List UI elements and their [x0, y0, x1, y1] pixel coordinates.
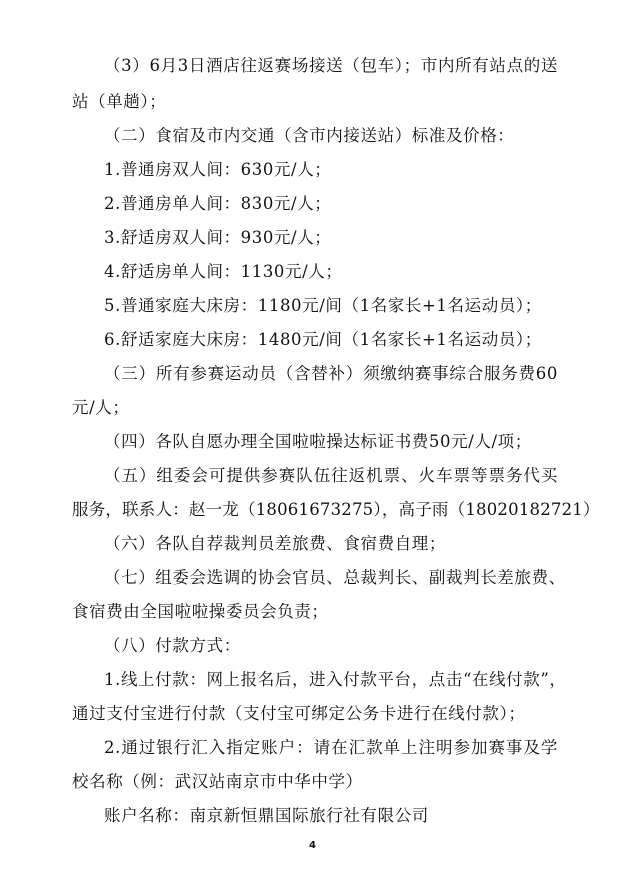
section-heading: （二）食宿及市内交通（含市内接送站）标准及价格：	[104, 126, 515, 145]
paragraph-line: 通过支付宝进行付款（支付宝可绑定公务卡进行在线付款）；	[72, 704, 526, 723]
list-item: 4.舒适房单人间：1130元/人；	[104, 262, 343, 281]
section-heading: （三）所有参赛运动员（含替补）须缴纳赛事综合服务费60	[104, 364, 558, 383]
paragraph-line: 食宿费由全国啦啦操委员会负责；	[72, 602, 329, 621]
list-item: 3.舒适房双人间：930元/人；	[104, 228, 332, 247]
section-heading: （六）各队自荐裁判员差旅费、食宿费自理；	[104, 534, 446, 553]
section-heading: （四）各队自愿办理全国啦啦操达标证书费50元/人/项；	[104, 432, 532, 451]
paragraph-line: 元/人；	[72, 398, 130, 417]
contact-line: 服务，联系人：赵一龙（18061673275），高子雨（18020182721）	[72, 500, 600, 519]
account-name-line: 账户名称：南京新恒鼎国际旅行社有限公司	[104, 806, 429, 825]
paragraph-line: 站（单趟）；	[72, 92, 167, 111]
section-heading: （八）付款方式：	[104, 636, 241, 655]
list-item: 1.普通房双人间：630元/人；	[104, 160, 332, 179]
list-item: 1.线上付款：网上报名后，进入付款平台，点击“在线付款”，	[104, 670, 567, 689]
list-item: 6.舒适家庭大床房：1480元/间（1名家长+1名运动员）；	[104, 330, 542, 349]
list-item: 2.通过银行汇入指定账户：请在汇款单上注明参加赛事及学	[104, 738, 558, 757]
list-item: 2.普通房单人间：830元/人；	[104, 194, 332, 213]
section-heading: （五）组委会可提供参赛队伍往返机票、火车票等票务代买	[104, 466, 558, 485]
page-number: 4	[309, 840, 316, 851]
paragraph-line: （3）6月3日酒店往返赛场接送（包车）；市内所有站点的送	[104, 56, 558, 75]
list-item: 5.普通家庭大床房：1180元/间（1名家长+1名运动员）；	[104, 296, 542, 315]
section-heading: （七）组委会选调的协会官员、总裁判长、副裁判长差旅费、	[104, 568, 566, 587]
paragraph-line: 校名称（例：武汉站南京市中华中学）	[72, 772, 363, 791]
